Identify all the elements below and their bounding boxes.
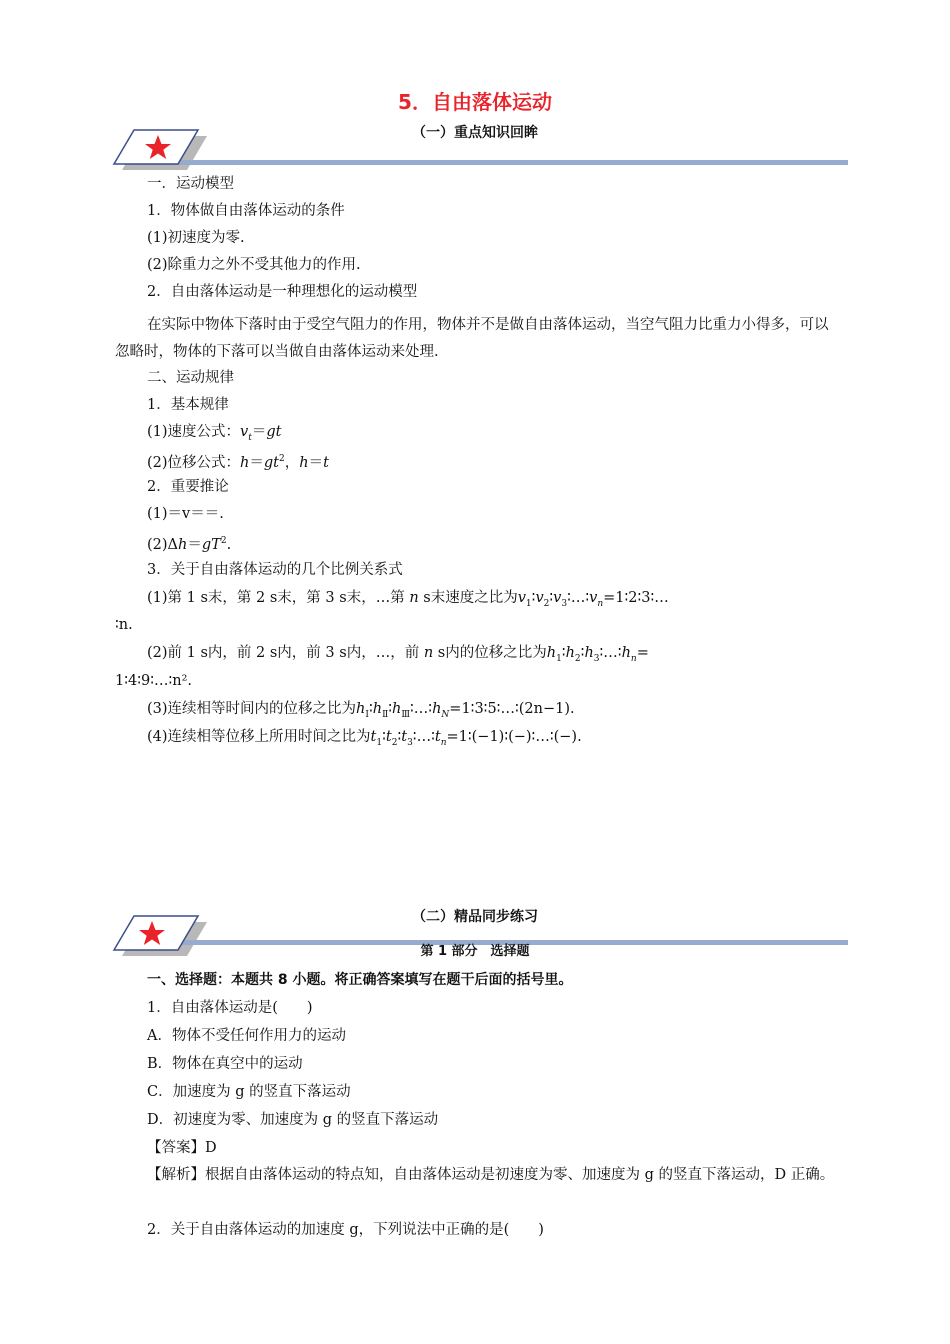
- option-c: C．加速度为 g 的竖直下落运动: [147, 1084, 351, 1100]
- section-2-title: （二）精品同步练习: [412, 909, 538, 925]
- paragraph: 在实际中物体下落时由于受空气阻力的作用，物体并不是做自由落体运动，当空气阻力比重力小得多，可以忽略时，物体的下落可以当做自由落体运动来处理.: [115, 317, 829, 360]
- formula-displacement: (2)位移公式：$h=gt^2$，h＝t: [147, 454, 329, 471]
- analysis: 【解析】根据自由落体运动的特点知，自由落体运动是初速度为零、加速度为 g 的竖直下落运动，D 正确。: [147, 1167, 835, 1183]
- inference-2: $(2)\Delta h=gT^2$.: [147, 536, 232, 553]
- ratio-3: (3)连续相等时间内的位移之比为$h_Ⅰ∶h_Ⅱ∶h_Ⅲ∶\dots∶h_N=1∶3∶5∶\dots∶(2n-1)$.: [147, 701, 575, 720]
- text-line: 二、运动规律: [147, 370, 234, 386]
- question-1: 1．自由落体运动是( ): [147, 1000, 313, 1016]
- ratio-1: (1)第 1 s末，第 2 s末，第 3 s末，…第 n s末速度之比为$v_1∶v_2∶v_3∶\dots∶v_n=1∶2∶3∶\dots$: [147, 590, 669, 609]
- answer: 【答案】D: [147, 1140, 217, 1156]
- formula-speed: (1)速度公式：$v_t=gt$: [147, 424, 282, 443]
- option-b: B．物体在真空中的运动: [147, 1056, 303, 1072]
- ratio-2: (2)前 1 s内，前 2 s内，前 3 s内，…，前 n s内的位移之比为$h_1∶h_2∶h_3∶\dots∶h_n=$: [147, 645, 649, 664]
- text-line: (1)初速度为零.: [147, 230, 245, 246]
- text-line: 2．重要推论: [147, 479, 229, 495]
- ratio-4: (4)连续相等位移上所用时间之比为$t_1∶t_2∶t_3∶\dots∶t_n=1∶(-1)∶(-)∶\dots∶(-)$.: [147, 729, 582, 748]
- text-line: 1．物体做自由落体运动的条件: [147, 203, 345, 219]
- text-line: 2．自由落体运动是一种理想化的运动模型: [147, 284, 418, 300]
- instruction: 一、选择题：本题共 8 小题。将正确答案填写在题干后面的括号里。: [147, 972, 573, 988]
- section-2-subtitle: 第 1 部分 选择题: [420, 944, 530, 959]
- question-2: 2．关于自由落体运动的加速度 g，下列说法中正确的是( ): [147, 1222, 544, 1238]
- section-1-title: （一）重点知识回眸: [412, 125, 538, 141]
- option-d: D．初速度为零、加速度为 g 的竖直下落运动: [147, 1112, 439, 1128]
- page-title: 5．自由落体运动: [398, 90, 552, 114]
- text-line: 一．运动模型: [147, 176, 234, 192]
- ratio-1-cont: ∶n.: [115, 617, 133, 633]
- inference-1: (1)＝v＝＝.: [147, 506, 224, 522]
- ratio-2-cont: 1∶4∶9∶…∶n².: [115, 673, 193, 689]
- text-line: (2)除重力之外不受其他力的作用.: [147, 257, 361, 273]
- text-line: 3．关于自由落体运动的几个比例关系式: [147, 562, 403, 578]
- text-line: 1．基本规律: [147, 397, 229, 413]
- option-a: A．物体不受任何作用力的运动: [147, 1028, 346, 1044]
